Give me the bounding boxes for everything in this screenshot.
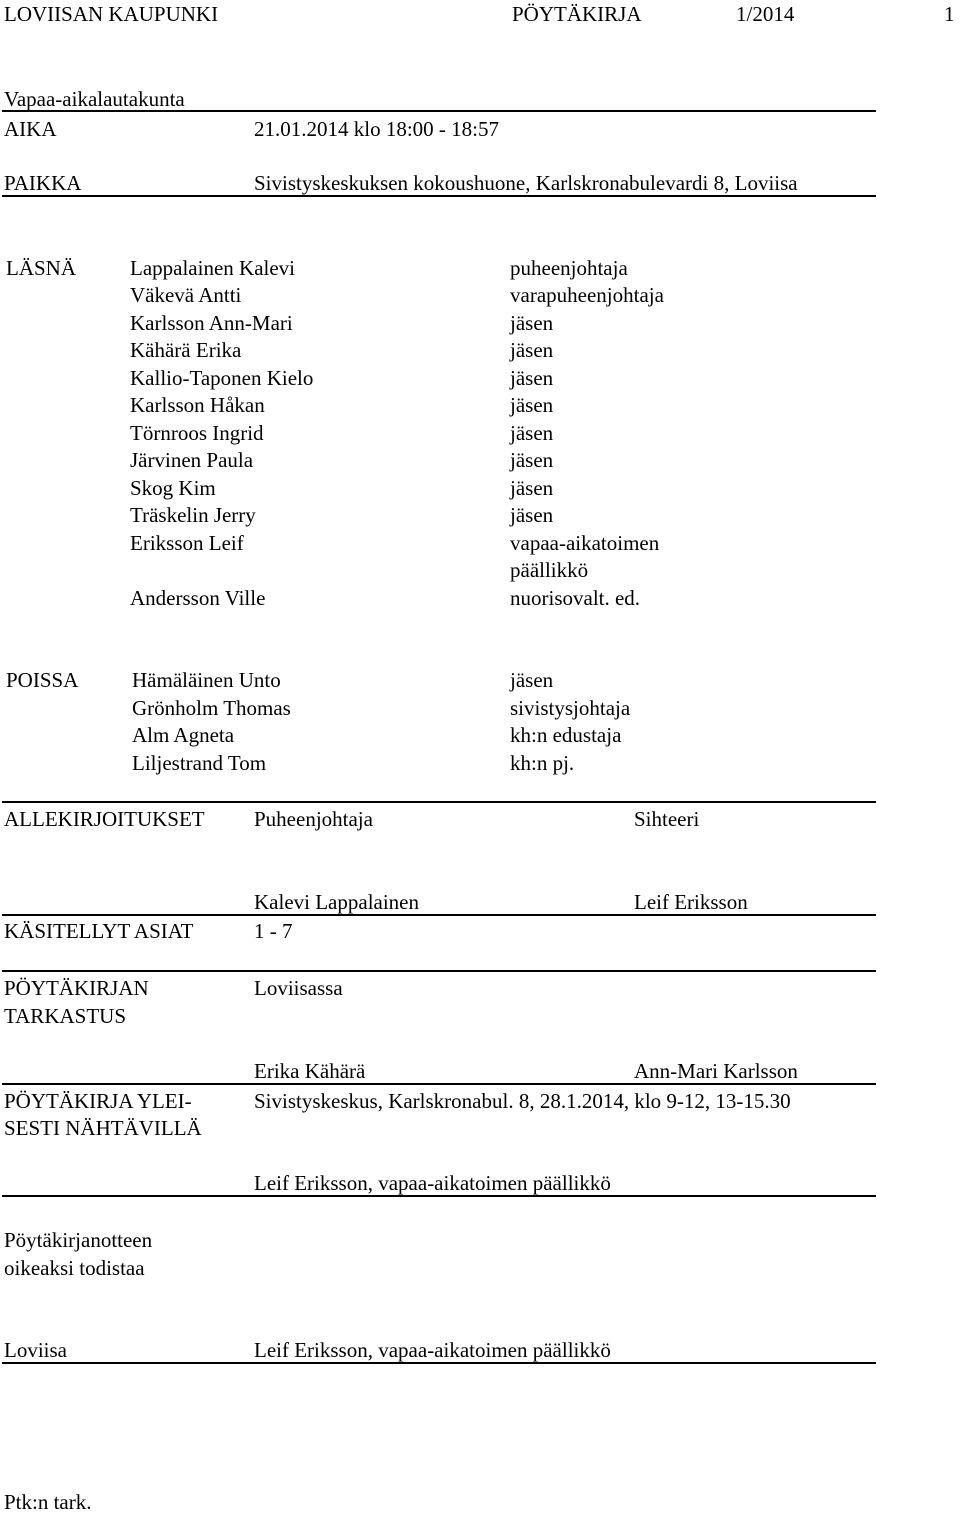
- review-place: Loviisassa: [254, 976, 343, 1000]
- list-item: Törnroos Ingrid: [130, 421, 264, 445]
- list-item: Andersson Ville: [130, 586, 266, 610]
- list-item-role: jäsen: [510, 338, 554, 362]
- certification-signer: Leif Eriksson, vapaa-aikatoimen päällikkö: [254, 1338, 611, 1362]
- divider: [2, 1195, 876, 1197]
- divider: [2, 914, 876, 916]
- certification-label-line1: Pöytäkirjanotteen: [4, 1228, 153, 1252]
- secretary-signature-name: Leif Eriksson: [634, 890, 748, 914]
- list-item: Kallio-Taponen Kielo: [130, 366, 314, 390]
- list-item-role: sivistysjohtaja: [510, 696, 631, 720]
- chair-signature-name: Kalevi Lappalainen: [254, 890, 420, 914]
- absent-label: POISSA: [6, 668, 79, 692]
- list-item-role: jäsen: [510, 421, 554, 445]
- public-display-value: Sivistyskeskus, Karlskronabul. 8, 28.1.2014, klo 9-12, 13-15.30: [254, 1089, 791, 1113]
- list-item: Väkevä Antti: [130, 283, 242, 307]
- reviewer-1-name: Erika Kähärä: [254, 1059, 366, 1083]
- list-item: Grönholm Thomas: [132, 696, 291, 720]
- committee-name: Vapaa-aikalautakunta: [4, 87, 185, 111]
- list-item-role: jäsen: [510, 448, 554, 472]
- list-item-role: jäsen: [510, 476, 554, 500]
- list-item-role: kh:n edustaja: [510, 723, 622, 747]
- certification-place: Loviisa: [4, 1338, 67, 1362]
- items-label: KÄSITELLYT ASIAT: [4, 919, 194, 943]
- list-item-role: jäsen: [510, 668, 554, 692]
- list-item-role: päällikkö: [510, 558, 589, 582]
- list-item-role: nuorisovalt. ed.: [510, 586, 641, 610]
- list-item-role: kh:n pj.: [510, 751, 575, 775]
- footer-note: Ptk:n tark.: [4, 1490, 92, 1514]
- list-item: Alm Agneta: [132, 723, 235, 747]
- doc-number: 1/2014: [736, 2, 795, 26]
- aika-value: 21.01.2014 klo 18:00 - 18:57: [254, 117, 499, 141]
- list-item: Karlsson Ann-Mari: [130, 311, 293, 335]
- divider: [2, 801, 876, 803]
- review-label-line1: PÖYTÄKIRJAN: [4, 976, 149, 1000]
- list-item: Eriksson Leif: [130, 531, 244, 555]
- list-item: Karlsson Håkan: [130, 393, 265, 417]
- certification-label-line2: oikeaksi todistaa: [4, 1256, 145, 1280]
- public-display-signer: Leif Eriksson, vapaa-aikatoimen päällikkö: [254, 1171, 611, 1195]
- list-item: Hämäläinen Unto: [132, 668, 281, 692]
- page-number: 1: [944, 2, 955, 26]
- reviewer-2-name: Ann-Mari Karlsson: [634, 1059, 798, 1083]
- list-item-role: puheenjohtaja: [510, 256, 628, 280]
- divider: [2, 970, 876, 972]
- list-item: Liljestrand Tom: [132, 751, 267, 775]
- secretary-title: Sihteeri: [634, 807, 700, 831]
- items-value: 1 - 7: [254, 919, 293, 943]
- divider: [2, 1362, 876, 1364]
- aika-label: AIKA: [4, 117, 57, 141]
- divider: [2, 195, 876, 197]
- public-display-label-line2: SESTI NÄHTÄVILLÄ: [4, 1116, 202, 1140]
- list-item-role: jäsen: [510, 366, 554, 390]
- org-name: LOVIISAN KAUPUNKI: [4, 2, 219, 26]
- list-item: Järvinen Paula: [130, 448, 254, 472]
- signatures-label: ALLEKIRJOITUKSET: [4, 807, 205, 831]
- review-label-line2: TARKASTUS: [4, 1004, 127, 1028]
- paikka-label: PAIKKA: [4, 171, 82, 195]
- paikka-value: Sivistyskeskuksen kokoushuone, Karlskronabulevardi 8, Loviisa: [254, 171, 798, 195]
- list-item-role: varapuheenjohtaja: [510, 283, 664, 307]
- chair-title: Puheenjohtaja: [254, 807, 373, 831]
- list-item-role: jäsen: [510, 311, 554, 335]
- list-item: Lappalainen Kalevi: [130, 256, 296, 280]
- list-item-role: vapaa-aikatoimen: [510, 531, 660, 555]
- public-display-label-line1: PÖYTÄKIRJA YLEI-: [4, 1089, 192, 1113]
- list-item-role: jäsen: [510, 503, 554, 527]
- doc-type: PÖYTÄKIRJA: [512, 2, 642, 26]
- list-item: Kähärä Erika: [130, 338, 242, 362]
- divider: [2, 110, 876, 112]
- present-label: LÄSNÄ: [6, 256, 77, 280]
- list-item-role: jäsen: [510, 393, 554, 417]
- list-item: Träskelin Jerry: [130, 503, 256, 527]
- list-item: Skog Kim: [130, 476, 216, 500]
- divider: [2, 1083, 876, 1085]
